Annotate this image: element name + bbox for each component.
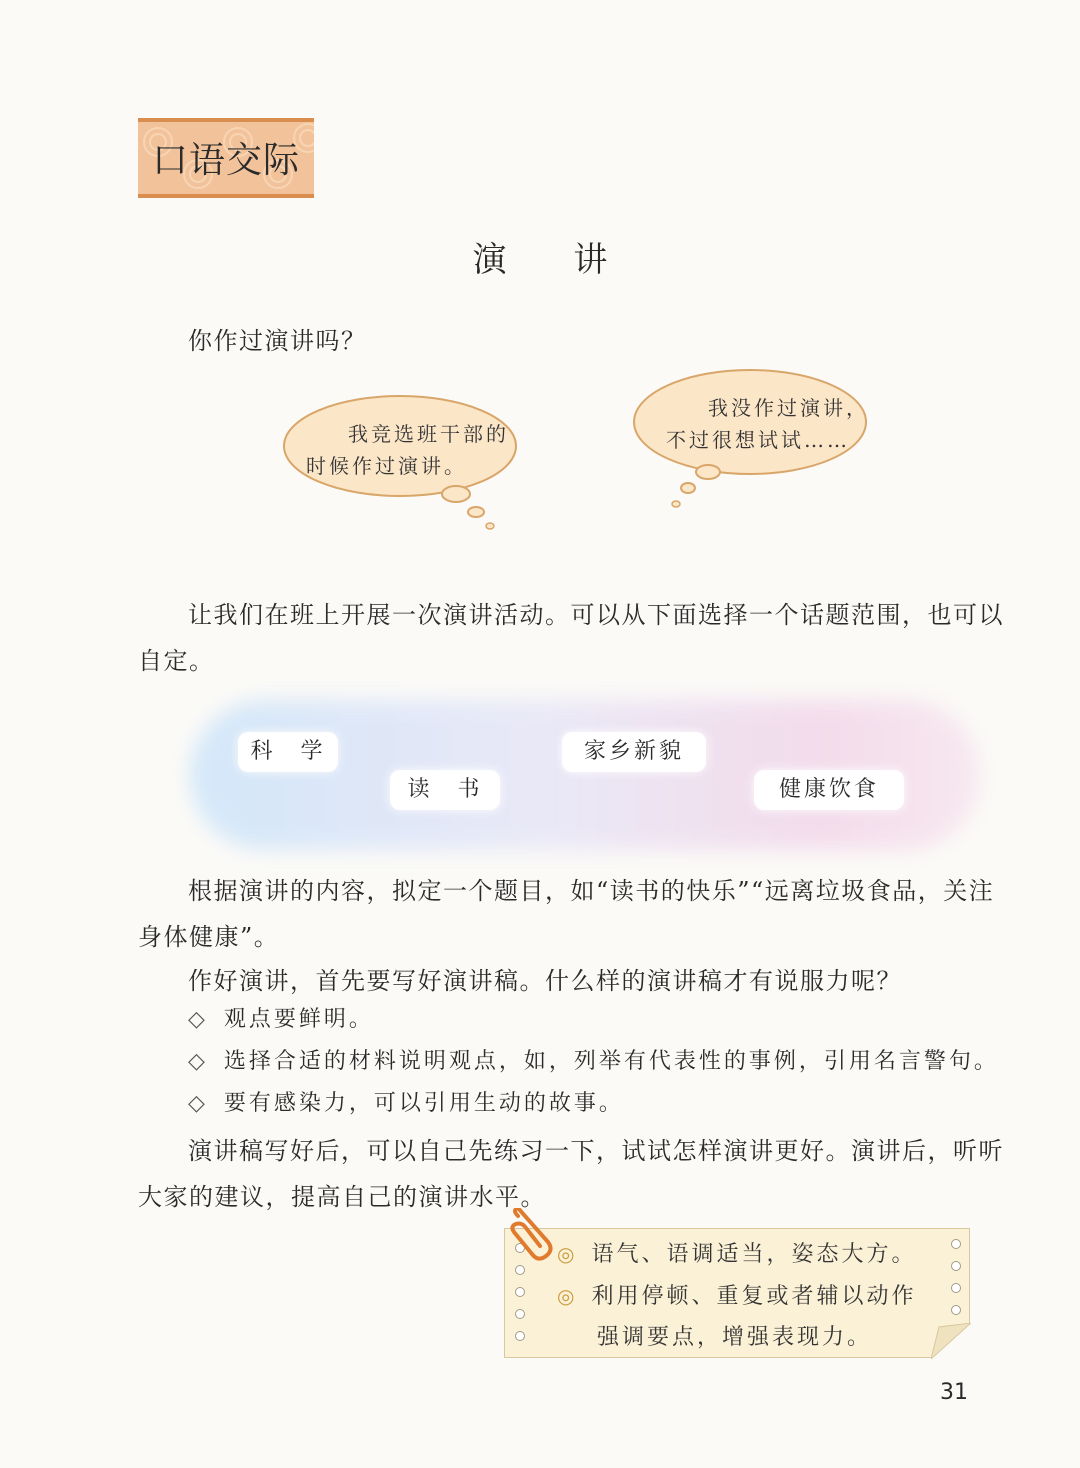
bubble-right-line1: 我没作过演讲，: [708, 396, 869, 420]
binder-hole-icon: [515, 1265, 525, 1275]
topic-tag-science: 科 学: [238, 732, 338, 772]
binder-hole-icon: [515, 1287, 525, 1297]
binder-hole-icon: [515, 1331, 525, 1341]
tip-2-line1: ◎ 利用停顿、重复或者辅以动作: [557, 1284, 917, 1309]
tips-note-card: [504, 1228, 970, 1358]
bubble-left-line2: 时候作过演讲。: [306, 454, 467, 478]
double-circle-icon: ◎: [557, 1284, 578, 1308]
intro-line1: 让我们在班上开展一次演讲活动。可以从下面选择一个话题范围，也可以: [188, 601, 1004, 629]
paper-clip-icon: [508, 1208, 556, 1264]
question-text: 你作过演讲吗？: [188, 327, 367, 355]
bullet-item: ◇ 观点要鲜明。: [188, 1007, 374, 1032]
binder-hole-icon: [951, 1261, 961, 1271]
topic-tag-healthy-diet: 健康饮食: [754, 770, 904, 810]
tip-2-line2: 强调要点，增强表现力。: [597, 1325, 873, 1350]
para4-line1: 演讲稿写好后，可以自己先练习一下，试试怎样演讲更好。演讲后，听听: [188, 1137, 1004, 1165]
bubble-left-line1: 我竞选班干部的: [348, 422, 509, 446]
folded-corner-icon: [931, 1323, 971, 1359]
intro-line2: 自定。: [138, 647, 215, 675]
para2-line2: 身体健康”。: [138, 923, 280, 951]
topic-tag-hometown: 家乡新貌: [562, 732, 706, 772]
diamond-icon: ◇: [188, 1049, 208, 1074]
double-circle-icon: ◎: [557, 1242, 578, 1266]
para2-line1: 根据演讲的内容，拟定一个题目，如“读书的快乐”“远离垃圾食品，关注: [188, 877, 995, 905]
diamond-icon: ◇: [188, 1091, 208, 1116]
page-number: 31: [940, 1380, 968, 1405]
para4-line2: 大家的建议，提高自己的演讲水平。: [138, 1183, 546, 1211]
binder-hole-icon: [951, 1305, 961, 1315]
binder-hole-icon: [951, 1283, 961, 1293]
section-badge-label: 口语交际: [151, 140, 300, 181]
binder-hole-icon: [515, 1309, 525, 1319]
page-title: 演 讲: [472, 240, 636, 280]
tip-1: ◎ 语气、语调适当，姿态大方。: [557, 1242, 917, 1267]
bullet-item: ◇ 选择合适的材料说明观点，如，列举有代表性的事例，引用名言警句。: [188, 1049, 999, 1074]
topic-tag-reading: 读 书: [390, 770, 500, 810]
binder-hole-icon: [951, 1239, 961, 1249]
para3: 作好演讲，首先要写好演讲稿。什么样的演讲稿才有说服力呢？: [188, 967, 902, 995]
bullet-item: ◇ 要有感染力，可以引用生动的故事。: [188, 1091, 624, 1116]
section-badge: [138, 118, 314, 198]
bubble-right-line2: 不过很想试试……: [666, 428, 850, 452]
diamond-icon: ◇: [188, 1007, 208, 1032]
